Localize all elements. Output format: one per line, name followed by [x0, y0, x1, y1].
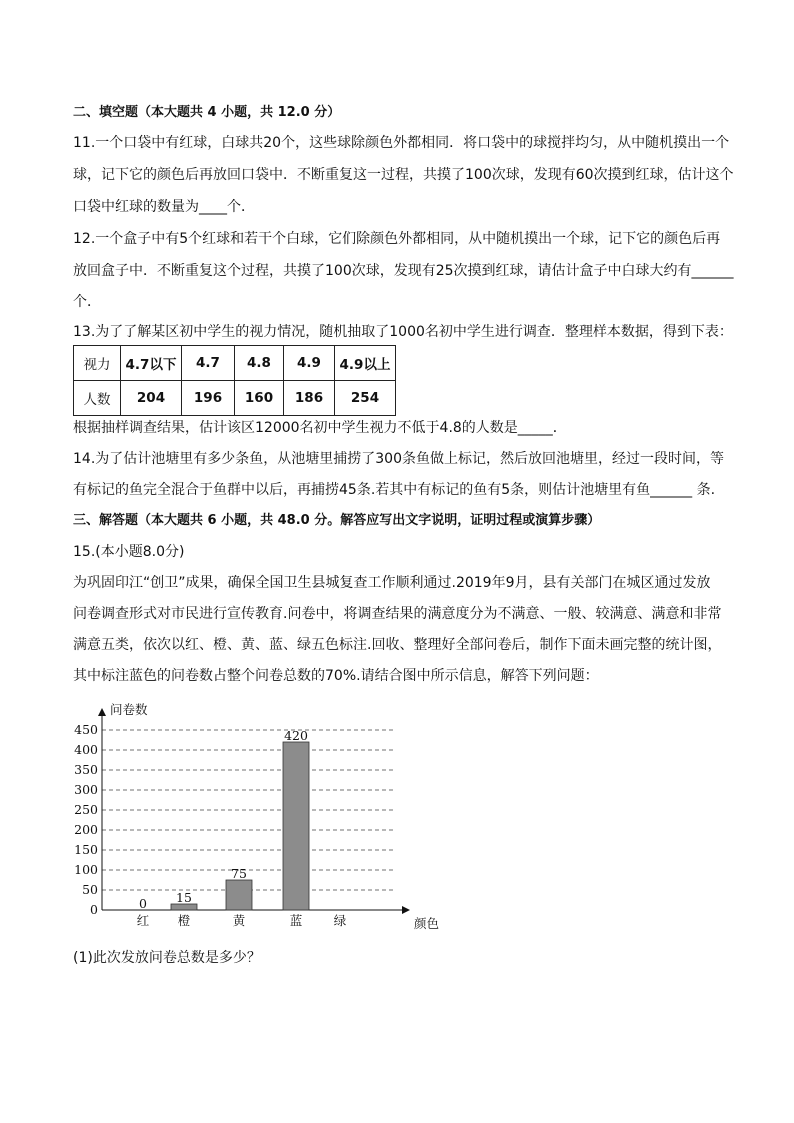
table-cell: 254 — [335, 381, 396, 416]
x-axis-label: 颜色 — [414, 916, 440, 931]
table-header-cell: 4.8 — [235, 346, 284, 381]
table-cell: 196 — [182, 381, 235, 416]
bar-chart — [70, 700, 450, 940]
y-axis-label: 问卷数 — [110, 702, 148, 717]
y-tick-label: 400 — [74, 742, 98, 757]
y-tick-label: 350 — [74, 762, 98, 777]
data-label: 0 — [139, 896, 147, 911]
x-tick-label: 红 — [136, 913, 150, 928]
table-row-label: 人数 — [74, 381, 121, 416]
q15-line3: 满意五类，依次以红、橙、黄、蓝、绿五色标注.回收、整理好全部问卷后，制作下面未画完整的统计图， — [73, 637, 722, 653]
q13-line1: 13.为了了解某区初中学生的视力情况，随机抽取了1000名初中学生进行调查．整理样本数据，得到下表： — [73, 324, 733, 340]
vision-table — [73, 345, 396, 416]
table-header-label: 视力 — [74, 346, 121, 381]
data-label: 15 — [176, 890, 192, 905]
section2-heading: 二、填空题（本大题共 4 小题，共 12.0 分） — [73, 105, 341, 120]
q12-line1: 12.一个盒子中有5个红球和若干个白球，它们除颜色外都相同，从中随机摸出一个球，记下它的颜色后再 — [73, 231, 721, 247]
q11-line3: 口袋中红球的数量为____个． — [73, 199, 255, 215]
y-tick-label: 100 — [74, 862, 98, 877]
table-cell: 186 — [284, 381, 335, 416]
q12-line2: 放回盒子中．不断重复这个过程，共摸了100次球，发现有25次摸到红球，请估计盒子中白球大约有______ — [73, 263, 734, 279]
table-header-cell: 4.7 — [182, 346, 235, 381]
table-header-cell: 4.7以下 — [121, 346, 182, 381]
y-axis-arrow-icon — [98, 708, 106, 716]
q11-line2: 球，记下它的颜色后再放回口袋中．不断重复这一过程，共摸了100次球，发现有60次摸到红球，估计这个 — [73, 167, 734, 183]
table-header-cell: 4.9 — [284, 346, 335, 381]
q13-line2: 根据抽样调查结果，估计该区12000名初中学生视力不低于4.8的人数是_____． — [73, 420, 567, 436]
y-tick-label: 300 — [74, 782, 98, 797]
x-tick-label: 蓝 — [289, 913, 303, 928]
y-tick-label: 200 — [74, 822, 98, 837]
data-label: 420 — [284, 728, 308, 743]
data-label: 75 — [231, 866, 247, 881]
y-tick-label: 450 — [74, 722, 98, 737]
y-tick-label: 250 — [74, 802, 98, 817]
q15-line4: 其中标注蓝色的问卷数占整个问卷总数的70%.请结合图中所示信息，解答下列问题： — [73, 668, 599, 684]
q14-line2: 有标记的鱼完全混合于鱼群中以后，再捕捞45条.若其中有标记的鱼有5条，则估计池塘里有鱼______ 条. — [73, 482, 716, 498]
bar — [283, 742, 309, 910]
x-axis-arrow-icon — [402, 906, 410, 914]
x-tick-label: 黄 — [232, 913, 246, 928]
y-tick-label: 50 — [82, 882, 98, 897]
table-row — [74, 381, 396, 416]
q14-line1: 14.为了估计池塘里有多少条鱼，从池塘里捕捞了300条鱼做上标记，然后放回池塘里，经过一段时间，等 — [73, 451, 724, 467]
q15-line1: 为巩固印江“创卫”成果，确保全国卫生县城复查工作顺利通过.2019年9月，县有关部门在城区通过发放 — [73, 575, 711, 591]
q15-title: 15.(本小题8.0分) — [73, 544, 185, 560]
table-cell: 160 — [235, 381, 284, 416]
q11-line1: 11.一个口袋中有红球，白球共20个，这些球除颜色外都相同．将口袋中的球搅拌均匀，从中随机摸出一个 — [73, 135, 730, 151]
q15-sub1: (1)此次发放问卷总数是多少？ — [73, 950, 261, 966]
q12-line3: 个． — [73, 294, 101, 310]
bar — [226, 880, 252, 910]
table-header-cell: 4.9以上 — [335, 346, 396, 381]
y-tick-label: 0 — [90, 902, 98, 917]
y-tick-label: 150 — [74, 842, 98, 857]
table-row — [74, 346, 396, 381]
section3-heading: 三、解答题（本大题共 6 小题，共 48.0 分。解答应写出文字说明，证明过程或演算步骤） — [73, 513, 601, 528]
table-cell: 204 — [121, 381, 182, 416]
x-tick-label: 橙 — [177, 913, 191, 928]
x-tick-label: 绿 — [333, 913, 347, 928]
q15-line2: 问卷调查形式对市民进行宣传教育.问卷中，将调查结果的满意度分为不满意、一般、较满意、满意和非常 — [73, 606, 722, 622]
